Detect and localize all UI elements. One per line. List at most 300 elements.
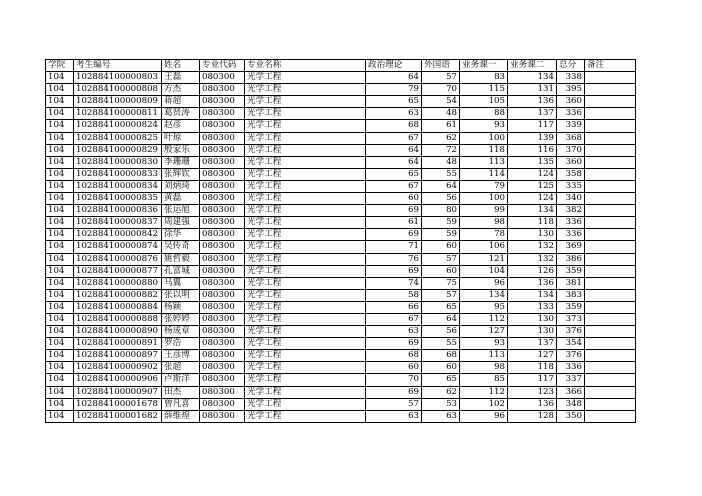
- cell-major-code[interactable]: 080300: [200, 350, 245, 362]
- cell-major-code[interactable]: 080300: [200, 289, 245, 301]
- cell-exam-id[interactable]: 102884100001682: [74, 410, 162, 422]
- cell-remark[interactable]: [585, 229, 636, 241]
- cell-major-name[interactable]: 光学工程: [245, 398, 366, 410]
- cell-exam-id[interactable]: 102884100000897: [74, 350, 162, 362]
- cell-total[interactable]: 336: [557, 217, 585, 229]
- cell-foreign-language[interactable]: 68: [422, 350, 460, 362]
- cell-remark[interactable]: [585, 253, 636, 265]
- cell-major-code[interactable]: 080300: [200, 120, 245, 132]
- header-college[interactable]: 学院: [46, 60, 74, 72]
- cell-major-name[interactable]: 光学工程: [245, 144, 366, 156]
- cell-course-two[interactable]: 123: [508, 386, 557, 398]
- cell-name[interactable]: 薛维煌: [162, 410, 200, 422]
- cell-name[interactable]: 李珊珊: [162, 156, 200, 168]
- cell-major-code[interactable]: 080300: [200, 144, 245, 156]
- cell-politics[interactable]: 69: [366, 229, 422, 241]
- cell-college[interactable]: 104: [46, 156, 74, 168]
- cell-college[interactable]: 104: [46, 301, 74, 313]
- cell-name[interactable]: 罗浩: [162, 338, 200, 350]
- cell-course-one[interactable]: 95: [460, 301, 508, 313]
- cell-major-name[interactable]: 光学工程: [245, 193, 366, 205]
- cell-course-two[interactable]: 137: [508, 108, 557, 120]
- cell-total[interactable]: 382: [557, 205, 585, 217]
- cell-politics[interactable]: 63: [366, 108, 422, 120]
- cell-name[interactable]: 曾凡喜: [162, 398, 200, 410]
- cell-college[interactable]: 104: [46, 374, 74, 386]
- cell-course-one[interactable]: 96: [460, 410, 508, 422]
- cell-course-one[interactable]: 96: [460, 277, 508, 289]
- cell-total[interactable]: 360: [557, 156, 585, 168]
- cell-politics[interactable]: 64: [366, 72, 422, 84]
- cell-total[interactable]: 368: [557, 132, 585, 144]
- cell-major-code[interactable]: 080300: [200, 386, 245, 398]
- cell-course-two[interactable]: 130: [508, 229, 557, 241]
- cell-major-name[interactable]: 光学工程: [245, 410, 366, 422]
- cell-exam-id[interactable]: 102884100000830: [74, 156, 162, 168]
- cell-remark[interactable]: [585, 350, 636, 362]
- cell-foreign-language[interactable]: 60: [422, 265, 460, 277]
- cell-name[interactable]: 杨成章: [162, 326, 200, 338]
- cell-remark[interactable]: [585, 313, 636, 325]
- cell-exam-id[interactable]: 102884100000891: [74, 338, 162, 350]
- cell-college[interactable]: 104: [46, 132, 74, 144]
- cell-college[interactable]: 104: [46, 313, 74, 325]
- cell-politics[interactable]: 67: [366, 313, 422, 325]
- cell-foreign-language[interactable]: 62: [422, 132, 460, 144]
- cell-politics[interactable]: 65: [366, 168, 422, 180]
- cell-course-two[interactable]: 124: [508, 193, 557, 205]
- cell-college[interactable]: 104: [46, 217, 74, 229]
- cell-politics[interactable]: 61: [366, 217, 422, 229]
- cell-course-two[interactable]: 135: [508, 156, 557, 168]
- cell-course-one[interactable]: 112: [460, 386, 508, 398]
- cell-college[interactable]: 104: [46, 229, 74, 241]
- cell-exam-id[interactable]: 102884100000882: [74, 289, 162, 301]
- cell-name[interactable]: 张以明: [162, 289, 200, 301]
- cell-name[interactable]: 吴传奇: [162, 241, 200, 253]
- cell-name[interactable]: 殷家乐: [162, 144, 200, 156]
- cell-foreign-language[interactable]: 70: [422, 84, 460, 96]
- cell-remark[interactable]: [585, 289, 636, 301]
- cell-course-two[interactable]: 127: [508, 350, 557, 362]
- cell-major-code[interactable]: 080300: [200, 156, 245, 168]
- cell-politics[interactable]: 69: [366, 338, 422, 350]
- cell-foreign-language[interactable]: 56: [422, 326, 460, 338]
- cell-politics[interactable]: 63: [366, 326, 422, 338]
- cell-major-name[interactable]: 光学工程: [245, 180, 366, 192]
- cell-foreign-language[interactable]: 64: [422, 180, 460, 192]
- cell-major-name[interactable]: 光学工程: [245, 362, 366, 374]
- cell-course-one[interactable]: 112: [460, 313, 508, 325]
- cell-name[interactable]: 杨颖: [162, 301, 200, 313]
- cell-college[interactable]: 104: [46, 205, 74, 217]
- cell-exam-id[interactable]: 102884100000834: [74, 180, 162, 192]
- cell-foreign-language[interactable]: 72: [422, 144, 460, 156]
- cell-name[interactable]: 马翼: [162, 277, 200, 289]
- cell-exam-id[interactable]: 102884100000842: [74, 229, 162, 241]
- cell-foreign-language[interactable]: 48: [422, 108, 460, 120]
- cell-college[interactable]: 104: [46, 108, 74, 120]
- cell-total[interactable]: 337: [557, 374, 585, 386]
- cell-course-two[interactable]: 117: [508, 374, 557, 386]
- cell-major-code[interactable]: 080300: [200, 180, 245, 192]
- cell-remark[interactable]: [585, 241, 636, 253]
- cell-course-two[interactable]: 126: [508, 265, 557, 277]
- cell-remark[interactable]: [585, 132, 636, 144]
- cell-major-code[interactable]: 080300: [200, 362, 245, 374]
- cell-exam-id[interactable]: 102884100000808: [74, 84, 162, 96]
- cell-college[interactable]: 104: [46, 120, 74, 132]
- cell-major-name[interactable]: 光学工程: [245, 374, 366, 386]
- cell-course-one[interactable]: 114: [460, 168, 508, 180]
- cell-politics[interactable]: 65: [366, 96, 422, 108]
- cell-total[interactable]: 336: [557, 362, 585, 374]
- cell-remark[interactable]: [585, 338, 636, 350]
- cell-course-one[interactable]: 83: [460, 72, 508, 84]
- cell-name[interactable]: 卢斯洋: [162, 374, 200, 386]
- cell-major-code[interactable]: 080300: [200, 193, 245, 205]
- header-course-one[interactable]: 业务课一: [460, 60, 508, 72]
- cell-foreign-language[interactable]: 57: [422, 289, 460, 301]
- cell-major-code[interactable]: 080300: [200, 241, 245, 253]
- cell-name[interactable]: 葛贤涛: [162, 108, 200, 120]
- cell-politics[interactable]: 57: [366, 398, 422, 410]
- cell-course-one[interactable]: 105: [460, 96, 508, 108]
- cell-course-two[interactable]: 130: [508, 313, 557, 325]
- cell-major-name[interactable]: 光学工程: [245, 338, 366, 350]
- cell-course-two[interactable]: 137: [508, 338, 557, 350]
- cell-major-code[interactable]: 080300: [200, 84, 245, 96]
- cell-major-code[interactable]: 080300: [200, 374, 245, 386]
- cell-total[interactable]: 338: [557, 72, 585, 84]
- cell-exam-id[interactable]: 102884100000906: [74, 374, 162, 386]
- cell-course-two[interactable]: 134: [508, 72, 557, 84]
- header-foreign-language[interactable]: 外国语: [422, 60, 460, 72]
- cell-course-two[interactable]: 116: [508, 144, 557, 156]
- cell-course-one[interactable]: 93: [460, 338, 508, 350]
- cell-exam-id[interactable]: 102884100000874: [74, 241, 162, 253]
- cell-course-two[interactable]: 130: [508, 326, 557, 338]
- cell-total[interactable]: 350: [557, 410, 585, 422]
- cell-total[interactable]: 395: [557, 84, 585, 96]
- cell-course-one[interactable]: 79: [460, 180, 508, 192]
- cell-major-name[interactable]: 光学工程: [245, 301, 366, 313]
- cell-course-two[interactable]: 118: [508, 362, 557, 374]
- cell-college[interactable]: 104: [46, 144, 74, 156]
- cell-major-code[interactable]: 080300: [200, 265, 245, 277]
- cell-course-one[interactable]: 85: [460, 374, 508, 386]
- cell-major-name[interactable]: 光学工程: [245, 84, 366, 96]
- cell-remark[interactable]: [585, 277, 636, 289]
- cell-exam-id[interactable]: 102884100000811: [74, 108, 162, 120]
- cell-total[interactable]: 360: [557, 96, 585, 108]
- cell-course-two[interactable]: 139: [508, 132, 557, 144]
- cell-remark[interactable]: [585, 193, 636, 205]
- cell-course-two[interactable]: 133: [508, 301, 557, 313]
- cell-name[interactable]: 蒋超: [162, 96, 200, 108]
- cell-major-code[interactable]: 080300: [200, 338, 245, 350]
- cell-course-one[interactable]: 88: [460, 108, 508, 120]
- cell-course-one[interactable]: 102: [460, 398, 508, 410]
- cell-name[interactable]: 周建强: [162, 217, 200, 229]
- cell-name[interactable]: 黄磊: [162, 193, 200, 205]
- cell-major-name[interactable]: 光学工程: [245, 350, 366, 362]
- cell-foreign-language[interactable]: 54: [422, 96, 460, 108]
- cell-major-name[interactable]: 光学工程: [245, 313, 366, 325]
- cell-politics[interactable]: 64: [366, 144, 422, 156]
- cell-exam-id[interactable]: 102884100000803: [74, 72, 162, 84]
- cell-name[interactable]: 张运旭: [162, 205, 200, 217]
- cell-remark[interactable]: [585, 168, 636, 180]
- cell-college[interactable]: 104: [46, 193, 74, 205]
- cell-total[interactable]: 340: [557, 193, 585, 205]
- cell-college[interactable]: 104: [46, 168, 74, 180]
- cell-college[interactable]: 104: [46, 253, 74, 265]
- cell-politics[interactable]: 69: [366, 265, 422, 277]
- cell-major-code[interactable]: 080300: [200, 132, 245, 144]
- cell-total[interactable]: 359: [557, 265, 585, 277]
- cell-major-code[interactable]: 080300: [200, 217, 245, 229]
- cell-total[interactable]: 336: [557, 108, 585, 120]
- cell-foreign-language[interactable]: 75: [422, 277, 460, 289]
- cell-foreign-language[interactable]: 55: [422, 338, 460, 350]
- cell-exam-id[interactable]: 102884100000833: [74, 168, 162, 180]
- cell-politics[interactable]: 58: [366, 289, 422, 301]
- cell-exam-id[interactable]: 102884100000880: [74, 277, 162, 289]
- cell-major-code[interactable]: 080300: [200, 229, 245, 241]
- cell-course-one[interactable]: 113: [460, 350, 508, 362]
- cell-course-one[interactable]: 113: [460, 156, 508, 168]
- cell-course-two[interactable]: 124: [508, 168, 557, 180]
- cell-foreign-language[interactable]: 61: [422, 120, 460, 132]
- cell-course-two[interactable]: 132: [508, 253, 557, 265]
- cell-course-one[interactable]: 118: [460, 144, 508, 156]
- cell-foreign-language[interactable]: 65: [422, 374, 460, 386]
- cell-total[interactable]: 373: [557, 313, 585, 325]
- cell-course-one[interactable]: 127: [460, 326, 508, 338]
- cell-remark[interactable]: [585, 217, 636, 229]
- cell-major-code[interactable]: 080300: [200, 96, 245, 108]
- cell-major-name[interactable]: 光学工程: [245, 205, 366, 217]
- cell-exam-id[interactable]: 102884100000825: [74, 132, 162, 144]
- cell-name[interactable]: 方杰: [162, 84, 200, 96]
- cell-major-name[interactable]: 光学工程: [245, 277, 366, 289]
- cell-politics[interactable]: 69: [366, 205, 422, 217]
- cell-major-name[interactable]: 光学工程: [245, 241, 366, 253]
- cell-foreign-language[interactable]: 57: [422, 253, 460, 265]
- cell-major-name[interactable]: 光学工程: [245, 156, 366, 168]
- cell-course-two[interactable]: 136: [508, 398, 557, 410]
- cell-foreign-language[interactable]: 64: [422, 313, 460, 325]
- cell-total[interactable]: 335: [557, 180, 585, 192]
- cell-remark[interactable]: [585, 301, 636, 313]
- cell-remark[interactable]: [585, 180, 636, 192]
- cell-course-two[interactable]: 131: [508, 84, 557, 96]
- cell-course-two[interactable]: 117: [508, 120, 557, 132]
- cell-college[interactable]: 104: [46, 350, 74, 362]
- header-major-name[interactable]: 专业名称: [245, 60, 366, 72]
- cell-foreign-language[interactable]: 48: [422, 156, 460, 168]
- cell-major-name[interactable]: 光学工程: [245, 265, 366, 277]
- cell-foreign-language[interactable]: 60: [422, 241, 460, 253]
- cell-major-name[interactable]: 光学工程: [245, 132, 366, 144]
- cell-name[interactable]: 刘炳琦: [162, 180, 200, 192]
- cell-college[interactable]: 104: [46, 180, 74, 192]
- cell-major-code[interactable]: 080300: [200, 398, 245, 410]
- cell-course-two[interactable]: 136: [508, 277, 557, 289]
- cell-major-name[interactable]: 光学工程: [245, 96, 366, 108]
- cell-remark[interactable]: [585, 398, 636, 410]
- cell-politics[interactable]: 74: [366, 277, 422, 289]
- cell-exam-id[interactable]: 102884100000809: [74, 96, 162, 108]
- header-course-two[interactable]: 业务课二: [508, 60, 557, 72]
- cell-foreign-language[interactable]: 63: [422, 410, 460, 422]
- cell-remark[interactable]: [585, 108, 636, 120]
- cell-total[interactable]: 358: [557, 168, 585, 180]
- cell-name[interactable]: 姚哲毅: [162, 253, 200, 265]
- cell-major-code[interactable]: 080300: [200, 313, 245, 325]
- cell-remark[interactable]: [585, 144, 636, 156]
- cell-major-code[interactable]: 080300: [200, 108, 245, 120]
- cell-exam-id[interactable]: 102884100000835: [74, 193, 162, 205]
- cell-remark[interactable]: [585, 205, 636, 217]
- cell-major-name[interactable]: 光学工程: [245, 72, 366, 84]
- cell-foreign-language[interactable]: 59: [422, 229, 460, 241]
- cell-college[interactable]: 104: [46, 277, 74, 289]
- cell-politics[interactable]: 67: [366, 132, 422, 144]
- cell-name[interactable]: 叶琼: [162, 132, 200, 144]
- cell-total[interactable]: 366: [557, 386, 585, 398]
- cell-college[interactable]: 104: [46, 386, 74, 398]
- cell-college[interactable]: 104: [46, 410, 74, 422]
- cell-politics[interactable]: 63: [366, 410, 422, 422]
- cell-name[interactable]: 徐华: [162, 229, 200, 241]
- cell-name[interactable]: 王彦博: [162, 350, 200, 362]
- cell-total[interactable]: 369: [557, 241, 585, 253]
- header-total[interactable]: 总分: [557, 60, 585, 72]
- cell-major-code[interactable]: 080300: [200, 410, 245, 422]
- cell-total[interactable]: 386: [557, 253, 585, 265]
- cell-name[interactable]: 张辉钦: [162, 168, 200, 180]
- cell-remark[interactable]: [585, 362, 636, 374]
- header-major-code[interactable]: 专业代码: [200, 60, 245, 72]
- cell-remark[interactable]: [585, 265, 636, 277]
- cell-total[interactable]: 336: [557, 229, 585, 241]
- cell-course-one[interactable]: 78: [460, 229, 508, 241]
- cell-foreign-language[interactable]: 80: [422, 205, 460, 217]
- cell-major-name[interactable]: 光学工程: [245, 289, 366, 301]
- cell-course-one[interactable]: 93: [460, 120, 508, 132]
- cell-politics[interactable]: 60: [366, 193, 422, 205]
- cell-course-two[interactable]: 132: [508, 241, 557, 253]
- cell-total[interactable]: 339: [557, 120, 585, 132]
- cell-course-one[interactable]: 121: [460, 253, 508, 265]
- cell-course-two[interactable]: 134: [508, 205, 557, 217]
- cell-exam-id[interactable]: 102884100000902: [74, 362, 162, 374]
- cell-politics[interactable]: 68: [366, 350, 422, 362]
- cell-foreign-language[interactable]: 56: [422, 193, 460, 205]
- cell-major-name[interactable]: 光学工程: [245, 120, 366, 132]
- cell-college[interactable]: 104: [46, 398, 74, 410]
- header-politics[interactable]: 政治理论: [366, 60, 422, 72]
- cell-exam-id[interactable]: 102884100000836: [74, 205, 162, 217]
- cell-foreign-language[interactable]: 59: [422, 217, 460, 229]
- cell-course-one[interactable]: 100: [460, 132, 508, 144]
- cell-major-code[interactable]: 080300: [200, 253, 245, 265]
- cell-course-two[interactable]: 136: [508, 96, 557, 108]
- cell-major-code[interactable]: 080300: [200, 72, 245, 84]
- cell-politics[interactable]: 70: [366, 374, 422, 386]
- cell-total[interactable]: 359: [557, 301, 585, 313]
- cell-foreign-language[interactable]: 55: [422, 168, 460, 180]
- cell-college[interactable]: 104: [46, 96, 74, 108]
- cell-major-name[interactable]: 光学工程: [245, 217, 366, 229]
- cell-exam-id[interactable]: 102884100000890: [74, 326, 162, 338]
- cell-name[interactable]: 孔富城: [162, 265, 200, 277]
- cell-foreign-language[interactable]: 62: [422, 386, 460, 398]
- cell-major-code[interactable]: 080300: [200, 326, 245, 338]
- cell-college[interactable]: 104: [46, 265, 74, 277]
- cell-exam-id[interactable]: 102884100000824: [74, 120, 162, 132]
- cell-total[interactable]: 376: [557, 326, 585, 338]
- cell-course-one[interactable]: 98: [460, 217, 508, 229]
- cell-major-code[interactable]: 080300: [200, 301, 245, 313]
- cell-course-one[interactable]: 106: [460, 241, 508, 253]
- cell-major-name[interactable]: 光学工程: [245, 168, 366, 180]
- header-remark[interactable]: 备注: [585, 60, 636, 72]
- cell-remark[interactable]: [585, 156, 636, 168]
- cell-college[interactable]: 104: [46, 84, 74, 96]
- cell-name[interactable]: 张超: [162, 362, 200, 374]
- cell-politics[interactable]: 67: [366, 180, 422, 192]
- cell-total[interactable]: 370: [557, 144, 585, 156]
- cell-exam-id[interactable]: 102884100000888: [74, 313, 162, 325]
- cell-politics[interactable]: 66: [366, 301, 422, 313]
- cell-name[interactable]: 张婷婷: [162, 313, 200, 325]
- cell-exam-id[interactable]: 102884100000884: [74, 301, 162, 313]
- cell-major-code[interactable]: 080300: [200, 168, 245, 180]
- cell-major-name[interactable]: 光学工程: [245, 386, 366, 398]
- cell-total[interactable]: 348: [557, 398, 585, 410]
- cell-course-one[interactable]: 100: [460, 193, 508, 205]
- cell-politics[interactable]: 64: [366, 156, 422, 168]
- cell-college[interactable]: 104: [46, 289, 74, 301]
- cell-total[interactable]: 354: [557, 338, 585, 350]
- cell-college[interactable]: 104: [46, 362, 74, 374]
- cell-foreign-language[interactable]: 65: [422, 301, 460, 313]
- cell-course-one[interactable]: 99: [460, 205, 508, 217]
- header-name[interactable]: 姓名: [162, 60, 200, 72]
- cell-name[interactable]: 田杰: [162, 386, 200, 398]
- cell-remark[interactable]: [585, 84, 636, 96]
- cell-foreign-language[interactable]: 53: [422, 398, 460, 410]
- cell-major-name[interactable]: 光学工程: [245, 229, 366, 241]
- cell-politics[interactable]: 79: [366, 84, 422, 96]
- cell-remark[interactable]: [585, 96, 636, 108]
- cell-total[interactable]: 381: [557, 277, 585, 289]
- cell-major-code[interactable]: 080300: [200, 277, 245, 289]
- cell-course-one[interactable]: 104: [460, 265, 508, 277]
- cell-name[interactable]: 王磊: [162, 72, 200, 84]
- cell-remark[interactable]: [585, 326, 636, 338]
- cell-politics[interactable]: 68: [366, 120, 422, 132]
- cell-foreign-language[interactable]: 60: [422, 362, 460, 374]
- cell-politics[interactable]: 60: [366, 362, 422, 374]
- cell-major-name[interactable]: 光学工程: [245, 253, 366, 265]
- cell-exam-id[interactable]: 102884100000829: [74, 144, 162, 156]
- cell-politics[interactable]: 76: [366, 253, 422, 265]
- cell-politics[interactable]: 71: [366, 241, 422, 253]
